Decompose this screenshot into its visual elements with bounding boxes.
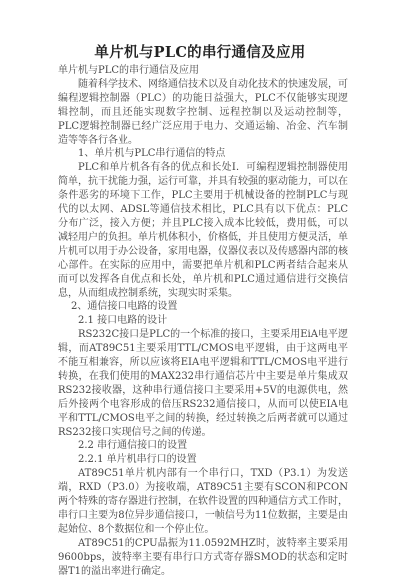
document-title: 单片机与PLC的串行通信及应用 xyxy=(94,44,306,61)
section-heading: 2.2.1 单片机串行口的设置 xyxy=(78,454,197,466)
body-paragraph: AT89C51的CPU晶振为11.0592MHZ时，波特率主要采用9600bps，波特率主要有串行口方式寄存器SMOD的状态和定时器T1的溢出率进行确定。 xyxy=(58,537,348,577)
body-paragraph: PLC和单片机各有各的优点和长处Ⅰ．可编程逻辑控制器使用简单，抗干扰能力强，运行可靠，并具有较强的驱动能力，可以在条件恶劣的环境下工作，PLC主要用于机械设备的控制PLC与现代的以太网、ADSL等通信技术相比，PLC具有以下优点：PLC分布广泛，接入方便；并且PLC接入成本比较低，费用低，可以减轻用户的负担。单片机体积小，价格低，并且使用方便灵活，单片机可以用于办公设备，家用电器，仪器仪表以及传感器内部的核心部件。在实际的应用中，需要把单片机和PLC两者结合起来从而可以发挥各自优点和长处，单片机和PLC通过通信进行交换信息，从而组成控制系统，实现实时采集。 xyxy=(58,162,348,299)
body-paragraph: 随着科学技术、网络通信技术以及自动化技术的快速发展，可编程逻辑控制器（PLC）的功能日益强大，PLC不仅能够实现逻辑控制，而且还能实现数字控制、远程控制以及运动控制等，PLC逻辑控制器已经广泛应用于电力、交通运输、冶金、汽车制造等等各行各业。 xyxy=(58,78,348,146)
document-subtitle: 单片机与PLC的串行通信及应用 xyxy=(58,65,200,76)
body-paragraph: AT89C51单片机内部有一个串行口，TXD（P3.1）为发送端，RXD（P3.0）为接收端，AT89C51主要有SCON和PCON两个特殊的寄存器进行控制，在软件设置的四种通信方式工作时，串行口主要为8位异步通信接口，一帧信号为11位数据，主要是由起始位、8个数据位和一个停止位。 xyxy=(58,468,348,535)
section-heading: 2、通信接口电路的设置 xyxy=(71,301,178,313)
section-heading: 2.2 串行通信接口的设置 xyxy=(78,440,188,452)
section-heading: 1、单片机与PLC串行通信的特点 xyxy=(78,148,226,160)
body-paragraph: RS232C接口是PLC的一个标准的接口，主要采用EiA电平逻辑，而AT89C51主要采用TTL/CMOS电平逻辑，由于这两电平不能互相兼容，所以应该将EIA电平逻辑和TTL/CMOS电平进行转换，在我们使用的MAX232串行通信芯片中主要是单片集成双RS232接收器，这种串行通信接口主要采用+5V的电源供电，然后外接两个电容形成的倍压RS232通信接口，从而可以使EIA电平和TTL/CMOS电平之间的转换，经过转换之后两者就可以通过RS232接口实现信号之间的传递。 xyxy=(58,329,348,438)
section-heading: 2.1 接口电路的设计 xyxy=(78,315,168,327)
document-body xyxy=(58,64,348,579)
